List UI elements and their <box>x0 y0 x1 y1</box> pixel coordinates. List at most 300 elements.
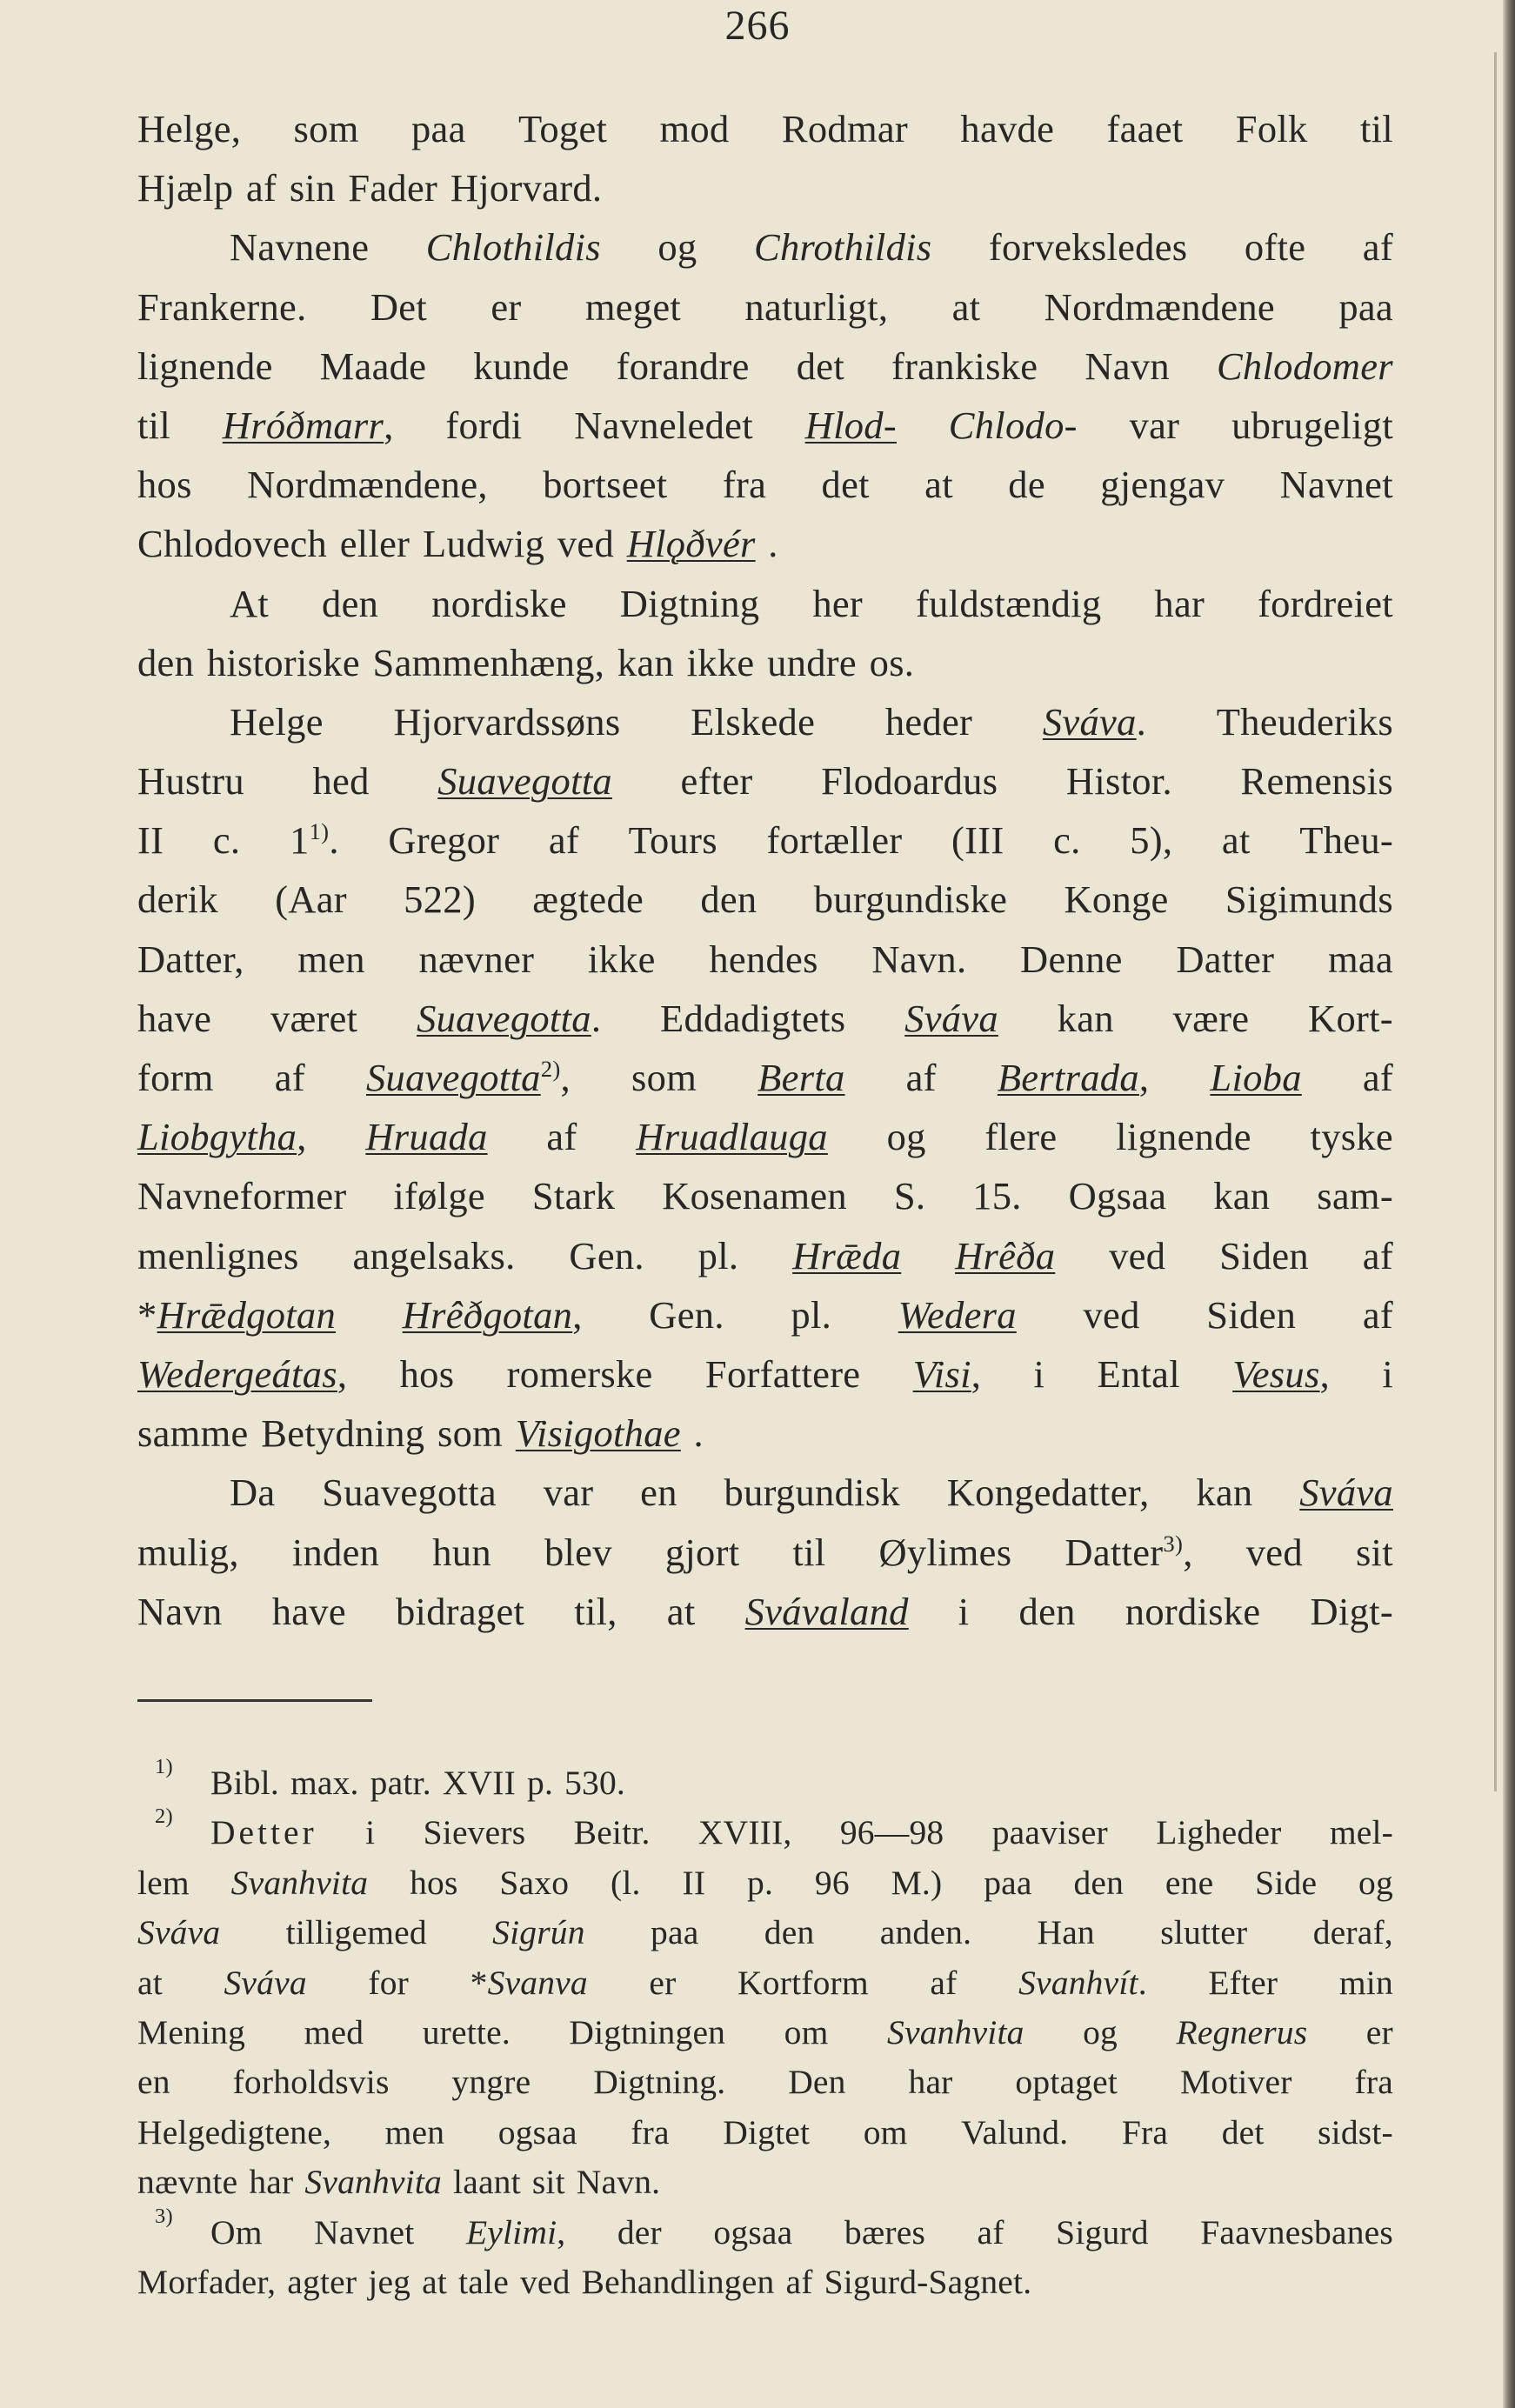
word <box>582 2258 775 2307</box>
word <box>930 1958 957 2008</box>
text-run: sit <box>531 2163 565 2202</box>
text-run: Tours <box>628 818 717 863</box>
word <box>961 2108 1068 2158</box>
word <box>617 337 750 396</box>
text-run: at <box>666 1589 696 1633</box>
word <box>1219 1226 1309 1285</box>
word <box>473 337 569 396</box>
text-run: hos <box>410 1863 458 1902</box>
word <box>665 1523 740 1582</box>
word <box>1034 1344 1045 1404</box>
text-run: Hjorvard. <box>450 166 603 210</box>
text-run: Folk <box>1235 107 1308 150</box>
text-run: havde <box>960 107 1055 150</box>
text-run: Chlodovech <box>137 522 328 566</box>
text-run: Gen. <box>649 1292 724 1337</box>
footnote-separator <box>137 1699 372 1702</box>
word <box>782 99 908 158</box>
text-run: have <box>271 1589 346 1633</box>
word <box>1245 217 1305 277</box>
word <box>432 1523 491 1582</box>
word <box>207 633 360 692</box>
text-run: Detter <box>210 1813 317 1852</box>
word <box>137 810 164 870</box>
word <box>764 1908 815 1958</box>
italic-term: Lioba <box>1210 1056 1302 1099</box>
word <box>304 2158 442 2207</box>
text-run: det <box>821 463 870 507</box>
word <box>451 2058 531 2107</box>
word <box>1206 1285 1296 1344</box>
italic-term: Sváva <box>1299 1471 1393 1515</box>
text-run: Motiver <box>1179 2063 1292 2102</box>
word <box>210 2208 263 2258</box>
word <box>1109 1226 1165 1285</box>
text-run: af <box>785 2262 813 2301</box>
word <box>871 930 966 989</box>
text-run: . <box>693 1411 704 1456</box>
text-run: Remensis <box>1240 759 1393 804</box>
word <box>137 1958 163 2008</box>
word <box>1217 337 1393 396</box>
word <box>585 277 681 337</box>
word <box>989 217 1188 277</box>
text-run: p. <box>527 1764 554 1802</box>
text-run: Flodoardus <box>821 759 998 804</box>
text-line <box>137 2108 1393 2158</box>
word <box>1130 810 1172 870</box>
text-run: Navnene <box>230 225 370 270</box>
word <box>1043 692 1146 751</box>
text-run: . <box>1138 1963 1147 2002</box>
text-line <box>137 1582 1393 1641</box>
word <box>724 1463 900 1522</box>
text-run: den <box>1073 1863 1125 1902</box>
text-run: Theu- <box>1299 818 1393 863</box>
text-run: i <box>1382 1351 1393 1396</box>
text-run: var <box>1129 403 1180 447</box>
word <box>891 337 1038 396</box>
text-line <box>137 810 1393 870</box>
italic-term: Hrêða <box>955 1233 1056 1277</box>
word <box>520 2258 571 2307</box>
word <box>569 1226 644 1285</box>
word <box>1317 1166 1393 1225</box>
word <box>400 1344 455 1404</box>
word <box>1231 396 1393 455</box>
word <box>916 574 1101 633</box>
word <box>1363 1048 1393 1107</box>
word <box>213 810 240 870</box>
word <box>569 2008 725 2058</box>
footnote: 2) Detter i Sievers Beitr. XVIII, 96—98 paaviser Ligheder mel- lem Svanhvita hos Saxo (l. II p. 96 M.) paa den ene Side og Sváva tilligemed Sigrún paa den anden. Han slutter deraf, at Sváva for *Svanva er Kortform af Svanhvít. Efter min Mening med urette. Digtningen om Svanhvita og Regnerus er en forholdsvis yngre Digtning. Den har optaget Motiver fra Helgedigtene, men ogsaa fra Digtet om Valund. Fra det sidst- nævnte har Svanhvita laant sit Navn. <box>137 1808 1393 2207</box>
word <box>620 574 760 633</box>
text-run: men <box>384 2112 445 2151</box>
text-run: XVII <box>442 1764 516 1802</box>
text-run: , <box>337 1351 348 1396</box>
text-run: Hjælp <box>137 166 234 210</box>
word <box>210 1808 317 1858</box>
text-run: paa <box>984 1863 1032 1902</box>
word <box>840 1808 944 1858</box>
word <box>365 1107 487 1166</box>
text-run: nordiske <box>1125 1589 1261 1633</box>
text-run: , <box>560 1056 571 1099</box>
word <box>137 930 244 989</box>
text-run: Rodmar <box>781 107 909 150</box>
word <box>466 2208 565 2258</box>
text-run: Øylimes <box>878 1530 1012 1574</box>
text-line <box>137 396 1393 455</box>
text-run: . <box>329 818 339 863</box>
word <box>1116 1107 1251 1166</box>
word <box>824 2258 1032 2307</box>
text-run: Gregor <box>388 818 500 863</box>
word <box>230 1463 276 1522</box>
word <box>373 633 605 692</box>
word <box>1066 751 1172 810</box>
text-run: burgundiske <box>813 877 1008 922</box>
word <box>290 1758 359 1808</box>
text-run: ægtede <box>532 877 644 922</box>
word <box>667 1582 696 1641</box>
word <box>821 751 998 810</box>
text-run: fra <box>722 463 767 507</box>
word <box>1020 930 1123 989</box>
word <box>1311 1582 1393 1641</box>
text-run: historiske <box>206 640 360 684</box>
word <box>557 514 614 573</box>
page-edge <box>1503 0 1515 2408</box>
word <box>304 2008 364 2058</box>
word <box>411 99 466 158</box>
word <box>1360 99 1393 158</box>
word <box>404 870 476 929</box>
text-run: ikke <box>686 640 755 684</box>
text-run: det <box>796 344 844 388</box>
text-run: Kort- <box>1308 996 1393 1040</box>
text-run: Forfattere <box>704 1351 861 1396</box>
text-run: samme <box>137 1411 249 1456</box>
word <box>1330 1808 1393 1858</box>
word <box>287 2258 357 2307</box>
word <box>709 930 818 989</box>
text-run: gjengav <box>1100 463 1225 507</box>
italic-term: Wedera <box>898 1292 1017 1337</box>
text-run: som <box>631 1056 697 1099</box>
text-run: (Aar <box>275 877 347 922</box>
text-run: at <box>1221 818 1251 863</box>
text-run: . <box>768 522 778 566</box>
text-run: urette. <box>422 2012 511 2051</box>
italic-term: Suavegotta <box>365 1056 541 1099</box>
word <box>627 514 778 573</box>
text-run: fordi <box>445 403 523 447</box>
text-run: Digt- <box>1310 1589 1393 1633</box>
text-run: de <box>1008 463 1045 507</box>
text-run: kan <box>1057 996 1114 1040</box>
text-run: ved <box>519 2262 571 2301</box>
text-run: af <box>274 1056 305 1099</box>
word <box>137 2058 170 2107</box>
word <box>636 1107 828 1166</box>
italic-term: Svanhvita <box>304 2163 442 2202</box>
word <box>629 810 717 870</box>
word <box>423 514 544 573</box>
text-run: ogsaa <box>713 2212 793 2251</box>
text-run: pl. <box>791 1292 832 1337</box>
word <box>437 751 612 810</box>
footnote: 1) Bibl. max. patr. XVII p. 530. <box>137 1758 1393 1808</box>
text-run: flere <box>984 1115 1058 1159</box>
word <box>1176 930 1274 989</box>
text-run: Maade <box>319 344 427 388</box>
text-run: Digtningen <box>569 2012 726 2051</box>
word <box>368 2258 410 2307</box>
text-run: paaviser <box>991 1813 1108 1852</box>
text-line <box>137 1404 1393 1463</box>
word <box>574 1582 617 1641</box>
word <box>698 1808 792 1858</box>
word <box>230 574 269 633</box>
text-run: (III <box>951 818 1004 863</box>
text-line <box>210 1808 1393 1858</box>
italic-term: Hlǫðvér <box>626 522 756 566</box>
word <box>992 1808 1108 1858</box>
word <box>544 1523 612 1582</box>
word <box>418 930 534 989</box>
text-run: Helge, <box>137 107 242 150</box>
text-run: , <box>1183 1530 1193 1574</box>
text-run: frankiske <box>891 344 1038 388</box>
text-run: fordreiet <box>1258 581 1393 625</box>
body-text <box>137 99 1393 1641</box>
italic-term: Hrêðgotan <box>402 1292 573 1337</box>
italic-term: Svanhvita <box>887 2012 1024 2051</box>
word <box>814 870 1008 929</box>
text-run: at <box>422 2262 448 2301</box>
word <box>137 870 218 929</box>
text-run: Kortform <box>737 1963 869 2002</box>
word <box>792 1226 901 1285</box>
word <box>137 2008 245 2058</box>
word <box>491 277 521 337</box>
word <box>631 2108 669 2158</box>
word <box>617 633 674 692</box>
text-run: undre <box>767 640 857 684</box>
word <box>951 810 1004 870</box>
text-run: en <box>137 2063 170 2102</box>
text-run: med <box>304 2012 364 2051</box>
word <box>450 158 602 217</box>
text-line <box>137 2258 1393 2307</box>
text-run: , <box>1319 1351 1331 1396</box>
text-run: her <box>812 581 864 625</box>
text-line <box>137 277 1393 337</box>
word <box>137 158 233 217</box>
text-run: Stark <box>531 1174 616 1218</box>
text-run: c. <box>212 818 241 863</box>
text-line <box>137 1166 1393 1225</box>
word <box>1363 1226 1393 1285</box>
word <box>894 1166 925 1225</box>
text-run: var <box>543 1471 594 1515</box>
word <box>1363 1285 1393 1344</box>
word <box>1258 574 1393 633</box>
text-run: ved <box>1245 1530 1303 1574</box>
italic-term: Suavegotta <box>437 759 612 804</box>
text-run: Mening <box>137 2012 246 2051</box>
text-run: Nordmændene <box>1044 284 1275 329</box>
text-run: som <box>437 1411 504 1456</box>
text-run: Behandlingen <box>581 2262 775 2301</box>
text-run: Saxo <box>499 1863 570 1902</box>
word <box>1280 455 1393 514</box>
word <box>286 1908 427 1958</box>
word <box>292 1523 379 1582</box>
text-run: i <box>365 1813 376 1852</box>
word <box>458 2258 509 2307</box>
word <box>453 2158 521 2207</box>
text-run: yngre <box>451 2063 531 2102</box>
text-run: naturligt, <box>744 284 889 329</box>
text-run: XVIII, <box>697 1813 792 1852</box>
word <box>230 692 324 751</box>
text-run: været <box>270 996 358 1040</box>
word <box>1241 751 1393 810</box>
word <box>913 1344 982 1404</box>
word <box>518 99 607 158</box>
word <box>1222 2108 1265 2158</box>
word <box>909 2058 953 2107</box>
text-run: Han <box>1037 1913 1095 1952</box>
word <box>290 810 339 870</box>
italic-term: Berta <box>758 1056 845 1099</box>
text-run: nordiske <box>431 581 567 625</box>
text-run: M.) <box>891 1863 943 1902</box>
word <box>231 1858 369 1908</box>
word <box>385 2108 445 2158</box>
word <box>1064 870 1168 929</box>
text-run: At <box>230 581 270 625</box>
word <box>1177 2008 1308 2058</box>
word <box>137 1344 347 1404</box>
word <box>137 751 244 810</box>
word <box>1355 2058 1393 2107</box>
italic-term: Svanva <box>487 1963 588 2002</box>
text-run: , <box>297 1115 307 1159</box>
italic-term: Wedergeátas <box>137 1351 337 1396</box>
text-run: Side <box>1255 1863 1318 1902</box>
text-run: gjort <box>664 1530 740 1574</box>
text-run: at <box>137 1963 163 2002</box>
word <box>370 1758 431 1808</box>
word <box>906 1048 937 1107</box>
word <box>767 633 857 692</box>
text-run: har <box>908 2063 953 2102</box>
footnote: 3) Om Navnet Eylimi, der ogsaa bæres af Sigurd Faavnesbanes Morfader, agter jeg at tale ved Behandlingen af Sigurd-Sagnet. <box>137 2208 1393 2308</box>
text-run: af <box>905 1056 937 1099</box>
word <box>651 1908 698 1958</box>
italic-term: Bertrada <box>997 1056 1139 1099</box>
text-run: af <box>548 818 580 863</box>
text-run: lignende <box>137 344 273 388</box>
text-run: Eddadigtets <box>660 996 846 1040</box>
text-run: Frankerne. <box>137 284 307 329</box>
word <box>662 1166 847 1225</box>
text-run: , <box>572 1292 583 1337</box>
text-run: ifølge <box>393 1174 485 1218</box>
text-run: tilligemed <box>285 1913 427 1952</box>
text-run: Siden <box>1219 1233 1309 1277</box>
word <box>314 2208 414 2258</box>
text-run: Sigimunds <box>1225 877 1393 922</box>
word <box>1246 1523 1303 1582</box>
text-run: S. <box>893 1174 926 1218</box>
word <box>1382 1344 1393 1404</box>
text-run: hed <box>312 759 370 804</box>
word <box>705 1344 860 1404</box>
word <box>1313 1908 1393 1958</box>
text-run: * <box>137 1292 157 1337</box>
word <box>649 1285 724 1344</box>
text-run: være <box>1172 996 1250 1040</box>
word <box>393 692 620 751</box>
word <box>1299 810 1393 870</box>
text-run: og <box>1358 1863 1393 1902</box>
text-run: Det <box>370 284 427 329</box>
word <box>564 1758 625 1808</box>
text-run: Nordmændene, <box>247 463 488 507</box>
text-run: til, <box>574 1589 617 1633</box>
word <box>272 1582 346 1641</box>
text-run: til <box>1359 107 1393 150</box>
word <box>1165 1858 1213 1908</box>
text-run: max. <box>290 1764 359 1802</box>
text-run: af <box>1362 225 1393 270</box>
text-run: , <box>971 1351 982 1396</box>
text-run: Digtning <box>619 581 760 625</box>
text-run: Navn <box>1085 344 1170 388</box>
italic-term: Visigothae <box>515 1411 681 1456</box>
italic-term: Sváva <box>1042 699 1137 744</box>
text-run: Kosenamen <box>662 1174 847 1218</box>
text-run: Datter <box>1176 937 1275 981</box>
word <box>758 1048 844 1107</box>
text-run: hun <box>432 1530 491 1574</box>
text-run: har <box>1154 581 1205 625</box>
word <box>137 1908 220 1958</box>
text-run: menlignes <box>137 1233 299 1277</box>
word <box>261 1404 424 1463</box>
text-run: Navnet <box>1279 463 1393 507</box>
word <box>437 1404 503 1463</box>
word <box>294 99 359 158</box>
word <box>984 1858 1031 1908</box>
word <box>766 810 902 870</box>
text-run: burgundisk <box>724 1471 900 1515</box>
text-run: Valund. <box>961 2112 1069 2151</box>
text-run: form <box>137 1056 214 1099</box>
word <box>844 2208 925 2258</box>
word <box>1097 1344 1179 1404</box>
word <box>366 1048 571 1107</box>
word <box>137 455 192 514</box>
word <box>368 1958 409 2008</box>
text-line <box>137 2058 1393 2107</box>
word <box>805 396 897 455</box>
text-line <box>137 1463 1393 1522</box>
